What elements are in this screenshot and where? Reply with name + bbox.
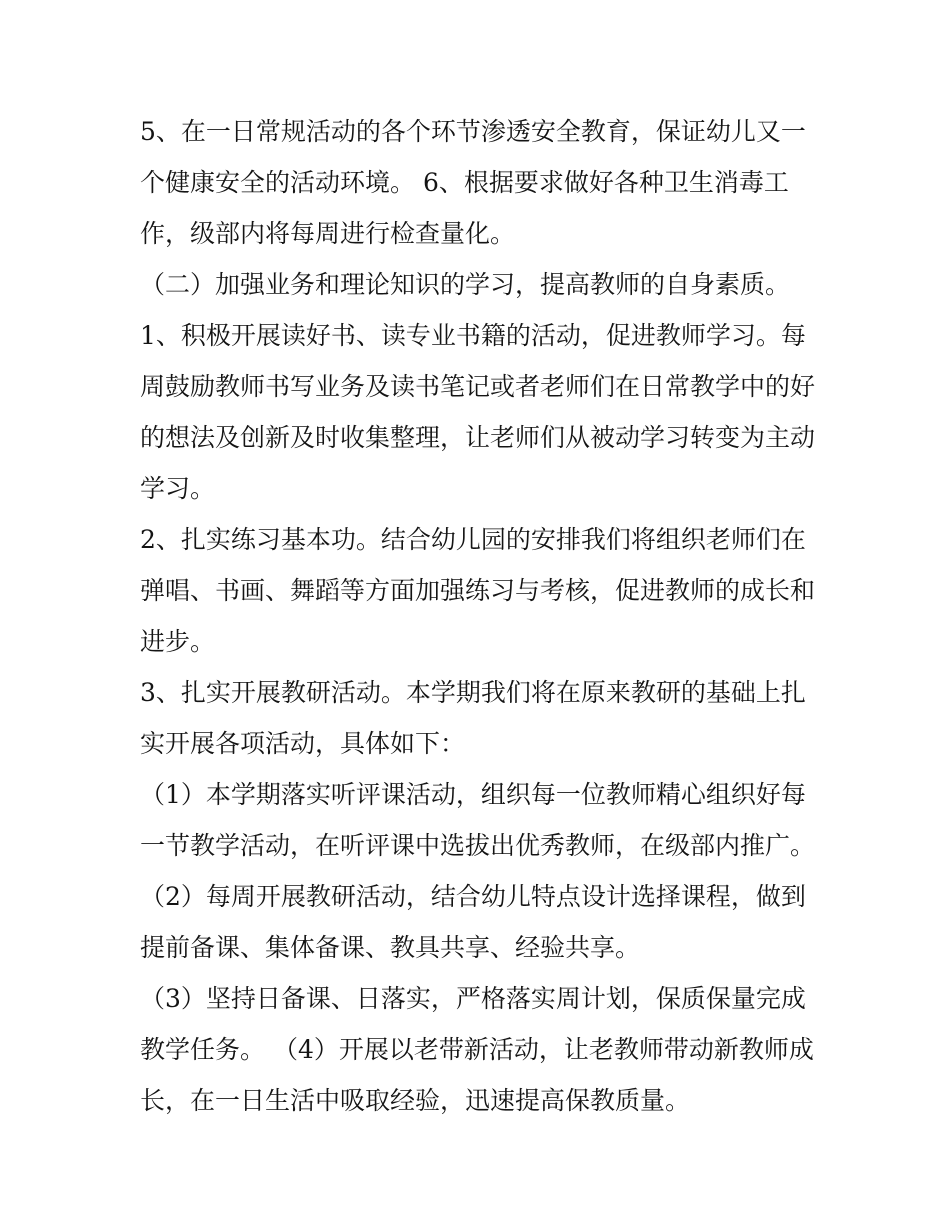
paragraph-reading-activity (140, 310, 815, 514)
text-line: 的想法及创新及时收集整理，让老师们从被动学习转变为主动 (140, 423, 816, 452)
paragraph-basic-skills (140, 514, 815, 667)
text-line: 进步。 (140, 627, 216, 656)
text-line: 一节教学活动，在听评课中选拔出优秀教师，在级部内推广。 (140, 831, 816, 860)
text-line: 教学任务。 （4）开展以老带新活动，让老教师带动新教师成 (140, 1035, 814, 1064)
text-line: 5、在一日常规活动的各个环节渗透安全教育，保证幼儿又一 (140, 117, 806, 146)
text-line: 弹唱、书画、舞蹈等方面加强练习与考核，促进教师的成长和 (140, 576, 816, 605)
text-line: （2）每周开展教研活动，结合幼儿特点设计选择课程，做到 (140, 882, 806, 911)
text-line: 周鼓励教师书写业务及读书笔记或者老师们在日常教学中的好 (140, 372, 816, 401)
paragraph-safety-education (140, 106, 815, 259)
paragraph-teaching-research (140, 667, 815, 769)
paragraph-lesson-evaluation (140, 769, 815, 871)
text-line: 1、积极开展读好书、读专业书籍的活动，促进教师学习。每 (140, 321, 806, 350)
text-line: 作，级部内将每周进行检查量化。 (140, 219, 516, 248)
text-line: 提前备课、集体备课、教具共享、经验共享。 (140, 933, 641, 962)
section-heading-line: （二）加强业务和理论知识的学习，提高教师的自身素质。 (140, 270, 791, 299)
document-body (140, 106, 815, 1126)
section-heading-professional-learning (140, 259, 815, 310)
text-line: 长，在一日生活中吸取经验，迅速提高保教质量。 (140, 1086, 691, 1115)
text-line: 个健康安全的活动环境。 6、根据要求做好各种卫生消毒工 (140, 168, 789, 197)
text-line: 学习。 (140, 474, 216, 503)
text-line: （3）坚持日备课、日落实，严格落实周计划，保质保量完成 (140, 984, 806, 1013)
text-line: （1）本学期落实听评课活动，组织每一位教师精心组织好每 (140, 780, 806, 809)
paragraph-weekly-research (140, 871, 815, 973)
text-line: 2、扎实练习基本功。结合幼儿园的安排我们将组织老师们在 (140, 525, 806, 554)
text-line: 3、扎实开展教研活动。本学期我们将在原来教研的基础上扎 (140, 678, 806, 707)
paragraph-daily-preparation (140, 973, 815, 1126)
text-line: 实开展各项活动，具体如下： (140, 729, 466, 758)
